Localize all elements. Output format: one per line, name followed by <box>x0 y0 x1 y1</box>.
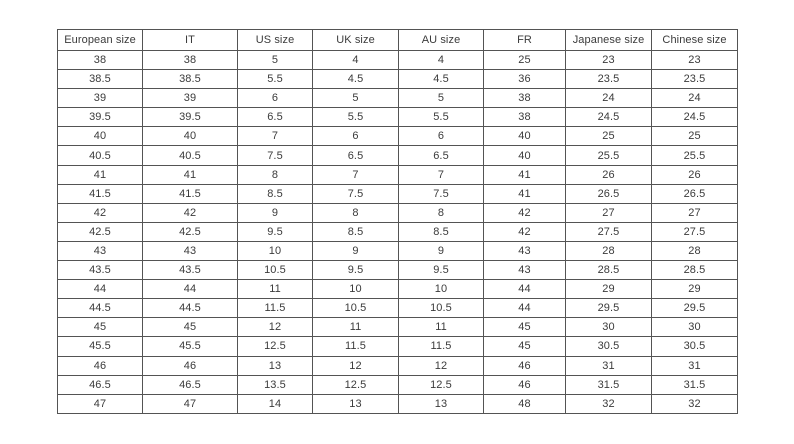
table-row <box>58 356 738 375</box>
table-cell: 8.5 <box>399 222 484 241</box>
table-cell: 41 <box>484 184 566 203</box>
table-cell: 40 <box>484 127 566 146</box>
table-cell: 8 <box>238 165 313 184</box>
table-cell: 13 <box>238 356 313 375</box>
table-cell: 45 <box>484 337 566 356</box>
table-cell: 12 <box>399 356 484 375</box>
table-cell: 44 <box>143 280 238 299</box>
table-cell: 29 <box>566 280 652 299</box>
column-header-japanese-size: Japanese size <box>566 30 652 51</box>
table-cell: 12.5 <box>238 337 313 356</box>
table-cell: 12 <box>313 356 399 375</box>
table-cell: 6 <box>238 89 313 108</box>
table-cell: 4.5 <box>313 70 399 89</box>
table-cell: 44.5 <box>58 299 143 318</box>
table-cell: 24.5 <box>652 108 738 127</box>
table-cell: 6 <box>399 127 484 146</box>
table-cell: 28 <box>652 241 738 260</box>
table-cell: 4 <box>399 51 484 70</box>
table-cell: 32 <box>652 394 738 413</box>
table-row <box>58 108 738 127</box>
table-row <box>58 299 738 318</box>
table-row <box>58 203 738 222</box>
table-cell: 23 <box>652 51 738 70</box>
table-cell: 25 <box>566 127 652 146</box>
table-cell: 11 <box>313 318 399 337</box>
table-cell: 38 <box>484 89 566 108</box>
table-cell: 40.5 <box>143 146 238 165</box>
table-cell: 43 <box>484 261 566 280</box>
table-cell: 42 <box>58 203 143 222</box>
table-cell: 23.5 <box>652 70 738 89</box>
column-header-fr: FR <box>484 30 566 51</box>
table-row <box>58 222 738 241</box>
table-cell: 6.5 <box>238 108 313 127</box>
table-cell: 41 <box>58 165 143 184</box>
table-cell: 44.5 <box>143 299 238 318</box>
table-cell: 31 <box>652 356 738 375</box>
table-row <box>58 261 738 280</box>
table-cell: 9 <box>313 241 399 260</box>
table-cell: 11.5 <box>238 299 313 318</box>
table-cell: 28 <box>566 241 652 260</box>
table-cell: 40 <box>143 127 238 146</box>
table-cell: 13 <box>313 394 399 413</box>
table-row <box>58 165 738 184</box>
table-body <box>58 51 738 414</box>
table-cell: 7.5 <box>313 184 399 203</box>
table-cell: 4.5 <box>399 70 484 89</box>
table-cell: 31 <box>566 356 652 375</box>
header-row <box>58 30 738 51</box>
table-row <box>58 375 738 394</box>
table-row <box>58 51 738 70</box>
table-cell: 45.5 <box>58 337 143 356</box>
column-header-uk-size: UK size <box>313 30 399 51</box>
table-cell: 43 <box>484 241 566 260</box>
table-row <box>58 394 738 413</box>
table-cell: 31.5 <box>566 375 652 394</box>
table-row <box>58 146 738 165</box>
table-cell: 9.5 <box>238 222 313 241</box>
table-cell: 28.5 <box>566 261 652 280</box>
table-cell: 4 <box>313 51 399 70</box>
table-cell: 39 <box>58 89 143 108</box>
table-row <box>58 184 738 203</box>
table-header <box>58 30 738 51</box>
table-cell: 45 <box>58 318 143 337</box>
table-cell: 42.5 <box>143 222 238 241</box>
table-cell: 25.5 <box>566 146 652 165</box>
table-cell: 46.5 <box>143 375 238 394</box>
table-cell: 23 <box>566 51 652 70</box>
table-cell: 7 <box>399 165 484 184</box>
table-cell: 43.5 <box>58 261 143 280</box>
table-cell: 12.5 <box>399 375 484 394</box>
table-cell: 8.5 <box>238 184 313 203</box>
table-cell: 36 <box>484 70 566 89</box>
table-cell: 46 <box>484 375 566 394</box>
table-cell: 5 <box>238 51 313 70</box>
table-cell: 7.5 <box>399 184 484 203</box>
table-cell: 9.5 <box>399 261 484 280</box>
shoe-size-conversion-table <box>57 29 738 414</box>
table-cell: 7.5 <box>238 146 313 165</box>
table-cell: 42 <box>143 203 238 222</box>
table-cell: 7 <box>313 165 399 184</box>
table-cell: 10.5 <box>238 261 313 280</box>
table-cell: 43 <box>58 241 143 260</box>
table-cell: 9.5 <box>313 261 399 280</box>
table-cell: 29.5 <box>566 299 652 318</box>
table-cell: 13.5 <box>238 375 313 394</box>
table-cell: 42 <box>484 203 566 222</box>
table-cell: 45 <box>143 318 238 337</box>
table-cell: 26 <box>652 165 738 184</box>
column-header-european-size: European size <box>58 30 143 51</box>
table-cell: 42 <box>484 222 566 241</box>
table-cell: 13 <box>399 394 484 413</box>
table-row <box>58 318 738 337</box>
table-cell: 39.5 <box>58 108 143 127</box>
table-cell: 5.5 <box>313 108 399 127</box>
table-cell: 41 <box>143 165 238 184</box>
table-cell: 10 <box>313 280 399 299</box>
table-cell: 8.5 <box>313 222 399 241</box>
table-cell: 30 <box>566 318 652 337</box>
table-cell: 24 <box>652 89 738 108</box>
table-cell: 41.5 <box>58 184 143 203</box>
table-cell: 6.5 <box>399 146 484 165</box>
table-cell: 38 <box>143 51 238 70</box>
table-cell: 10 <box>238 241 313 260</box>
table-cell: 44 <box>58 280 143 299</box>
table-cell: 8 <box>313 203 399 222</box>
table-cell: 26.5 <box>566 184 652 203</box>
table-cell: 29 <box>652 280 738 299</box>
table-cell: 5.5 <box>399 108 484 127</box>
column-header-it: IT <box>143 30 238 51</box>
table-cell: 47 <box>58 394 143 413</box>
table-cell: 28.5 <box>652 261 738 280</box>
table-cell: 44 <box>484 280 566 299</box>
table-cell: 10.5 <box>399 299 484 318</box>
table-cell: 14 <box>238 394 313 413</box>
table-cell: 38 <box>58 51 143 70</box>
table-cell: 5 <box>399 89 484 108</box>
table-row <box>58 241 738 260</box>
table-cell: 12 <box>238 318 313 337</box>
table-row <box>58 127 738 146</box>
table-row <box>58 337 738 356</box>
table-row <box>58 280 738 299</box>
table-cell: 26.5 <box>652 184 738 203</box>
table-cell: 30.5 <box>652 337 738 356</box>
table-cell: 26 <box>566 165 652 184</box>
table-cell: 30 <box>652 318 738 337</box>
table-cell: 11.5 <box>399 337 484 356</box>
table-cell: 23.5 <box>566 70 652 89</box>
table-row <box>58 89 738 108</box>
table-cell: 11 <box>238 280 313 299</box>
table-cell: 5.5 <box>238 70 313 89</box>
table-cell: 46.5 <box>58 375 143 394</box>
table-cell: 43.5 <box>143 261 238 280</box>
table-cell: 27 <box>652 203 738 222</box>
table-cell: 46 <box>58 356 143 375</box>
table-cell: 39 <box>143 89 238 108</box>
table-cell: 46 <box>484 356 566 375</box>
table-cell: 40 <box>484 146 566 165</box>
table-cell: 6 <box>313 127 399 146</box>
table-row <box>58 70 738 89</box>
table-cell: 29.5 <box>652 299 738 318</box>
column-header-us-size: US size <box>238 30 313 51</box>
table-cell: 38.5 <box>58 70 143 89</box>
table-cell: 24 <box>566 89 652 108</box>
table-cell: 44 <box>484 299 566 318</box>
table-cell: 11 <box>399 318 484 337</box>
table-cell: 45 <box>484 318 566 337</box>
table-cell: 6.5 <box>313 146 399 165</box>
table-cell: 41.5 <box>143 184 238 203</box>
table-cell: 9 <box>399 241 484 260</box>
table-cell: 25 <box>652 127 738 146</box>
table-cell: 25.5 <box>652 146 738 165</box>
table-cell: 40 <box>58 127 143 146</box>
table-cell: 8 <box>399 203 484 222</box>
column-header-au-size: AU size <box>399 30 484 51</box>
table-cell: 12.5 <box>313 375 399 394</box>
table-cell: 38.5 <box>143 70 238 89</box>
table-cell: 32 <box>566 394 652 413</box>
table-cell: 27.5 <box>566 222 652 241</box>
table-cell: 43 <box>143 241 238 260</box>
table-cell: 46 <box>143 356 238 375</box>
table-cell: 10 <box>399 280 484 299</box>
table-cell: 9 <box>238 203 313 222</box>
table-cell: 30.5 <box>566 337 652 356</box>
table-cell: 42.5 <box>58 222 143 241</box>
table-cell: 5 <box>313 89 399 108</box>
table-cell: 10.5 <box>313 299 399 318</box>
table-cell: 47 <box>143 394 238 413</box>
table-cell: 31.5 <box>652 375 738 394</box>
table-cell: 25 <box>484 51 566 70</box>
table-cell: 38 <box>484 108 566 127</box>
table-cell: 45.5 <box>143 337 238 356</box>
table-cell: 48 <box>484 394 566 413</box>
table-cell: 11.5 <box>313 337 399 356</box>
table-cell: 41 <box>484 165 566 184</box>
table-cell: 40.5 <box>58 146 143 165</box>
table-cell: 27 <box>566 203 652 222</box>
table-cell: 27.5 <box>652 222 738 241</box>
column-header-chinese-size: Chinese size <box>652 30 738 51</box>
table-cell: 7 <box>238 127 313 146</box>
table-cell: 24.5 <box>566 108 652 127</box>
table-cell: 39.5 <box>143 108 238 127</box>
